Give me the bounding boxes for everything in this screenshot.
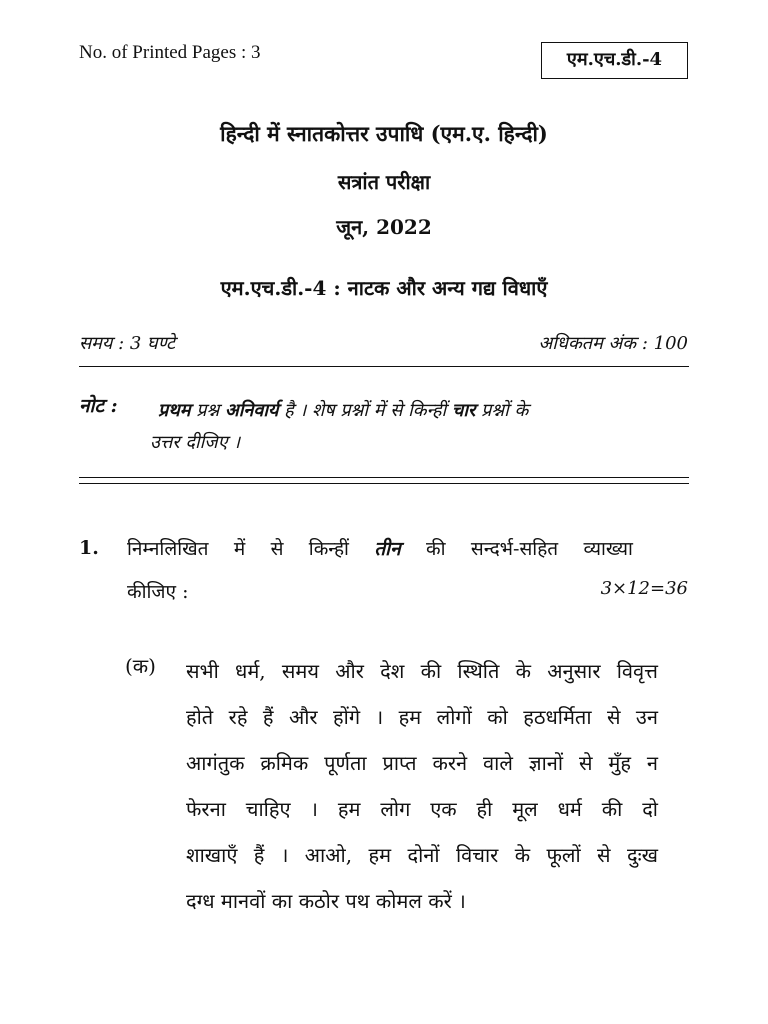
double-divider-top xyxy=(79,477,689,478)
course-code-box: एम.एच.डी.-4 xyxy=(541,42,688,79)
passage-line: आगंतुक क्रमिक पूर्णता प्राप्त करने वाले ज्ञानों से मुँह न xyxy=(186,751,658,775)
exam-date: जून, 2022 xyxy=(336,215,432,239)
note-segment: प्रश्नों के xyxy=(475,400,529,421)
note-emph-four: चार xyxy=(451,400,476,421)
note-text xyxy=(158,392,690,430)
question-text-segment: निम्नलिखित में से किन्हीं xyxy=(127,538,375,560)
question-marks: 3×12=36 xyxy=(600,578,688,599)
passage-line: फेरना चाहिए । हम लोग एक ही मूल धर्म की दो xyxy=(186,797,658,821)
divider-line xyxy=(79,366,689,367)
note-segment: प्रश्न xyxy=(190,400,225,421)
note-segment: है । शेष प्रश्नों में से किन्हीं xyxy=(278,400,452,421)
passage-line: होते रहे हैं और होंगे । हम लोगों को हठधर्मिता से उन xyxy=(186,705,658,729)
note-emph-compulsory: अनिवार्य xyxy=(224,400,279,421)
double-divider-bottom xyxy=(79,483,689,484)
note-label: नोट : xyxy=(79,395,118,417)
subject-title: एम.एच.डी.-4 : नाटक और अन्य गद्य विधाएँ xyxy=(220,276,548,300)
note-text-line2: उत्तर दीजिए । xyxy=(150,432,241,453)
question-number: 1. xyxy=(79,537,99,559)
exam-title: सत्रांत परीक्षा xyxy=(337,170,431,194)
part-label-ka: (क) xyxy=(125,654,156,678)
note-emph-first: प्रथम xyxy=(158,400,191,421)
maximum-marks: अधिकतम अंक : 100 xyxy=(538,333,688,354)
question-instruction xyxy=(127,535,633,561)
question-text-segment: की सन्दर्भ-सहित व्याख्या xyxy=(400,538,633,560)
passage-ka xyxy=(186,648,658,924)
time-allowed: समय : 3 घण्टे xyxy=(79,333,176,354)
printed-pages-count: No. of Printed Pages : 3 xyxy=(79,42,261,63)
programme-title: हिन्दी में स्नातकोत्तर उपाधि (एम.ए. हिन्दी) xyxy=(220,121,548,146)
passage-line: सभी धर्म, समय और देश की स्थिति के अनुसार विवृत्त xyxy=(186,659,658,683)
passage-line: शाखाएँ हैं । आओ, हम दोनों विचार के फूलों से दुःख xyxy=(186,843,658,867)
question-emph-three: तीन xyxy=(374,538,401,560)
passage-line: दग्ध मानवों का कठोर पथ कोमल करें । xyxy=(186,889,466,913)
question-instruction-line2: कीजिए : xyxy=(127,581,189,603)
